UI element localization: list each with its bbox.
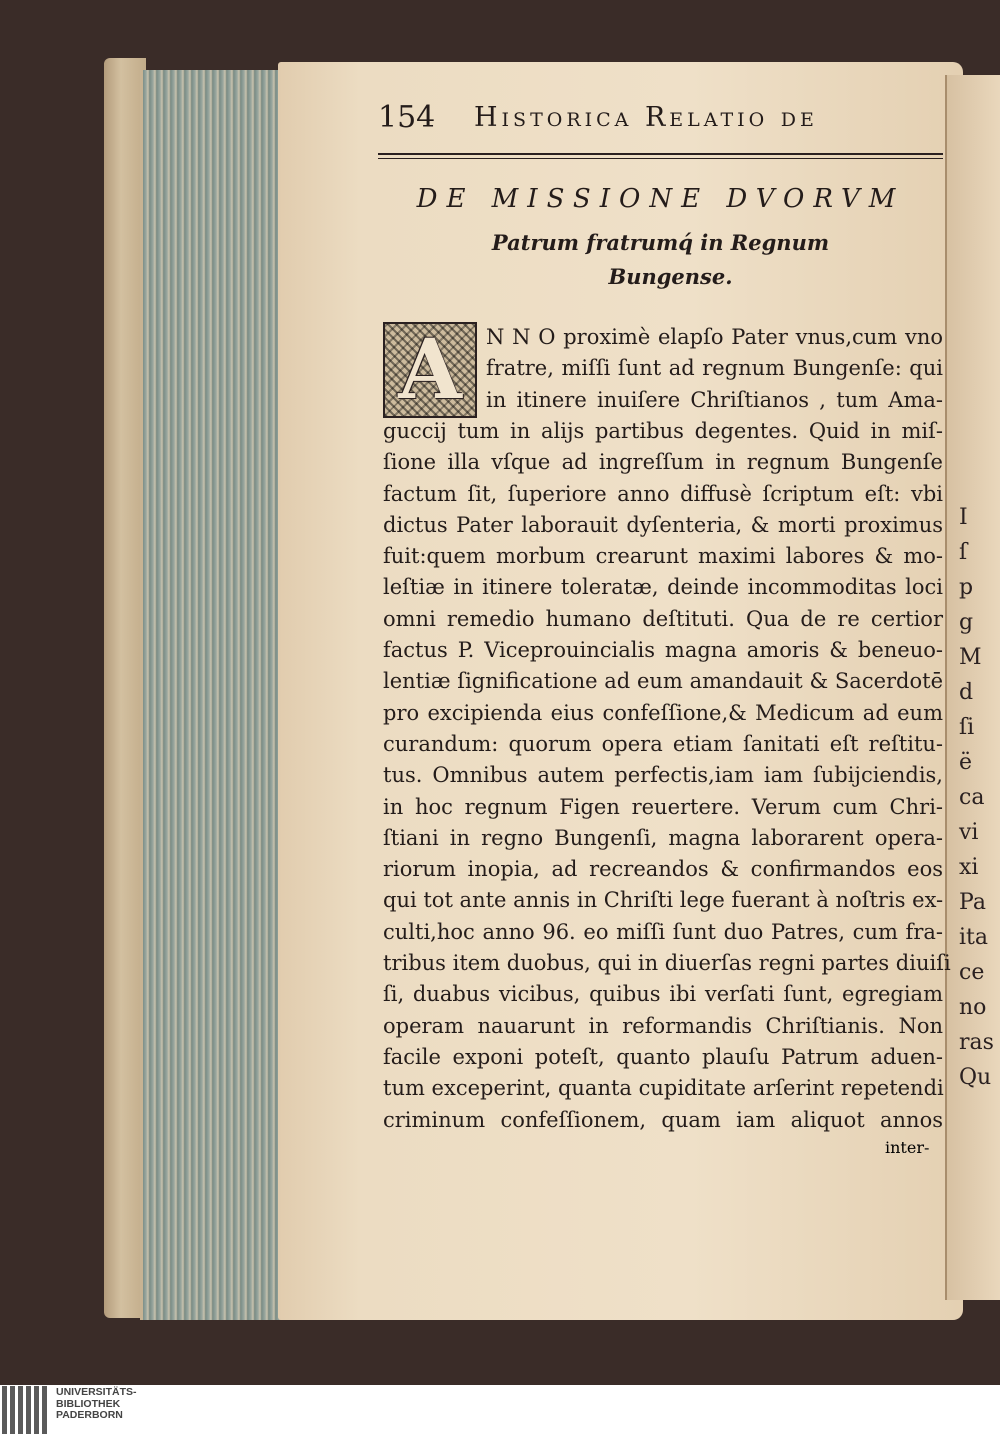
library-name-line3: PADERBORN: [56, 1409, 123, 1421]
text-line: factum ſit, ſuperiore anno diffusè ſcriptum eſt: vbi: [383, 482, 943, 506]
text-line: tum exceperint, quanta cupiditate arſerint repetendi: [383, 1076, 944, 1100]
running-title: Historica Relatio de: [474, 102, 818, 133]
text-line: ſione illa vſque ad ingreſſum in regnum Bungenſe: [383, 450, 943, 474]
text-line: facile exponi poteſt, quanto plauſu Patrum aduen-: [383, 1045, 943, 1069]
library-name: [56, 1387, 137, 1422]
text-line: tus. Omnibus autem perfectis,iam iam ſubijciendis,: [383, 763, 943, 787]
text-line: ſtiani in regno Bungenſi, magna laborarent opera-: [383, 826, 943, 850]
text-line: fratre, miſſi ſunt ad regnum Bungenſe: qui: [486, 356, 943, 380]
text-line: leſtiæ in itinere toleratæ, deinde incommoditas loci: [383, 575, 943, 599]
library-logo-icon: [2, 1386, 50, 1434]
text-line: criminum confeſſionem, quam iam aliquot annos: [383, 1108, 943, 1132]
text-line: culti,hoc anno 96. eo miſſi ſunt duo Patres, cum fra-: [383, 920, 943, 944]
initial-letter: A: [398, 322, 462, 418]
text-line: in hoc regnum Figen reuertere. Verum cum Chri-: [383, 795, 943, 819]
text-line: operam nauarunt in reformandis Chriſtianis. Non: [383, 1014, 943, 1038]
text-line: qui tot ante annis in Chriſti lege fuerant à noſtris ex-: [383, 888, 944, 912]
text-line: dictus Pater laborauit dyſenteria, & morti proximus: [383, 513, 943, 537]
text-line: pro excipienda eius confeſſione,& Medicum ad eum: [383, 701, 943, 725]
text-line: lentiæ ſignificatione ad eum amandauit & Sacerdotē: [383, 669, 943, 693]
chapter-subheading-1: Patrum fratrumq́ in Regnum: [491, 230, 830, 255]
facing-page-fragments: I ſ p g M d ſi ë ca vi xi Pa ita ce no ras Qu: [959, 505, 994, 1090]
footer-bar: [0, 1385, 1000, 1435]
text-line: in itinere inuiſere Chriſtianos , tum Ama-: [486, 388, 943, 412]
text-line: riorum inopia, ad recreandos & confirmandos eos: [383, 857, 943, 881]
chapter-heading: DE MISSIONE DVORVM: [416, 184, 905, 214]
library-name-line2: BIBLIOTHEK: [56, 1397, 121, 1410]
library-name-line1: UNIVERSITÄTS-: [56, 1386, 137, 1398]
text-line: guccij tum in alijs partibus degentes. Quid in miſ-: [383, 419, 943, 443]
text-line: curandum: quorum opera etiam ſanitati eſt reſtitu-: [383, 732, 943, 756]
page-number: 154: [378, 100, 436, 135]
text-line: ſi, duabus vicibus, quibus ibi verſati ſunt, egregiam: [383, 982, 943, 1006]
text-line: factus P. Viceprouincialis magna amoris & beneuo-: [383, 638, 943, 662]
text-line: N N O proximè elapſo Pater vnus,cum vno: [486, 325, 943, 349]
text-line: tribus item duobus, qui in diuerſas regni partes diuiſi: [383, 951, 951, 975]
text-line: fuit:quem morbum crearunt maximi labores & mo-: [383, 544, 943, 568]
text-line: omni remedio humano deſtituti. Qua de re certior: [383, 607, 943, 631]
catchword: inter-: [885, 1138, 930, 1157]
chapter-subheading-2: Bungense.: [608, 264, 733, 289]
